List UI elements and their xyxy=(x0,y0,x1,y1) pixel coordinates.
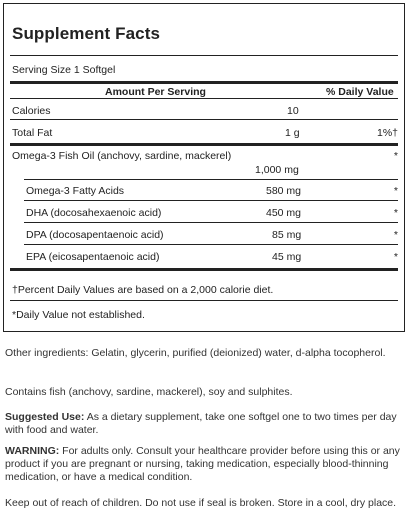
divider-thick xyxy=(10,268,398,271)
warning-label: WARNING: xyxy=(5,445,60,457)
panel-title: Supplement Facts xyxy=(12,24,161,43)
row-dpa-dv: * xyxy=(393,229,398,241)
row-fish-oil-amount: 1,000 mg xyxy=(255,164,299,176)
row-dha-name: DHA (docosahexaenoic acid) xyxy=(26,207,162,219)
other-ingredients: Other ingredients: Gelatin, glycerin, purified (deionized) water, d-alpha tocopherol. xyxy=(5,347,386,359)
footnote-daily-value: *Daily Value not established. xyxy=(12,309,145,321)
serving-size: Serving Size 1 Softgel xyxy=(12,64,116,76)
suggested-use-label: Suggested Use: xyxy=(5,411,85,423)
warning-text: For adults only. Consult your healthcare provider before using this or any product if you are pregnant or nursing, taking medication, especially blood-thinning medication, or have a medical condition. xyxy=(5,445,400,483)
footnote-percent: †Percent Daily Values are based on a 2,000 calorie diet. xyxy=(12,284,274,296)
row-calories-amount: 10 xyxy=(287,105,299,117)
divider-thick xyxy=(10,143,398,146)
row-fish-oil-name: Omega-3 Fish Oil (anchovy, sardine, mackerel) xyxy=(12,150,232,162)
header-daily-value: % Daily Value xyxy=(326,86,394,98)
divider-thick xyxy=(10,81,398,84)
divider xyxy=(24,179,398,180)
row-dha-dv: * xyxy=(393,207,398,219)
warning xyxy=(5,445,405,484)
suggested-use xyxy=(5,411,405,437)
header-amount: Amount Per Serving xyxy=(105,86,206,98)
row-epa-dv: * xyxy=(393,251,398,263)
row-dpa-name: DPA (docosapentaenoic acid) xyxy=(26,229,164,241)
row-dpa-amount: 85 mg xyxy=(272,229,302,241)
row-total-fat-amount: 1 g xyxy=(285,127,300,139)
row-omega3-dv: * xyxy=(393,185,398,197)
row-total-fat-name: Total Fat xyxy=(12,127,53,139)
row-omega3-amount: 580 mg xyxy=(266,185,302,197)
row-dha-amount: 450 mg xyxy=(266,207,302,219)
storage-instructions: Keep out of reach of children. Do not use if seal is broken. Store in a cool, dry place. xyxy=(5,497,397,509)
divider xyxy=(10,300,398,301)
divider xyxy=(10,119,398,120)
suggested-use-text: As a dietary supplement, take one softgel one to two times per day with food and water. xyxy=(5,411,397,436)
divider xyxy=(10,98,398,99)
allergen-statement: Contains fish (anchovy, sardine, mackerel), soy and sulphites. xyxy=(5,386,293,398)
row-calories-name: Calories xyxy=(12,105,51,117)
row-epa-name: EPA (eicosapentaenoic acid) xyxy=(26,251,160,263)
row-fish-oil-dv: * xyxy=(393,150,398,162)
row-total-fat-dv: 1%† xyxy=(376,127,398,139)
supplement-facts-panel xyxy=(3,3,405,332)
divider xyxy=(10,55,398,56)
divider xyxy=(24,244,398,245)
divider xyxy=(24,200,398,201)
row-omega3-name: Omega-3 Fatty Acids xyxy=(26,185,125,197)
row-epa-amount: 45 mg xyxy=(272,251,302,263)
divider xyxy=(24,222,398,223)
